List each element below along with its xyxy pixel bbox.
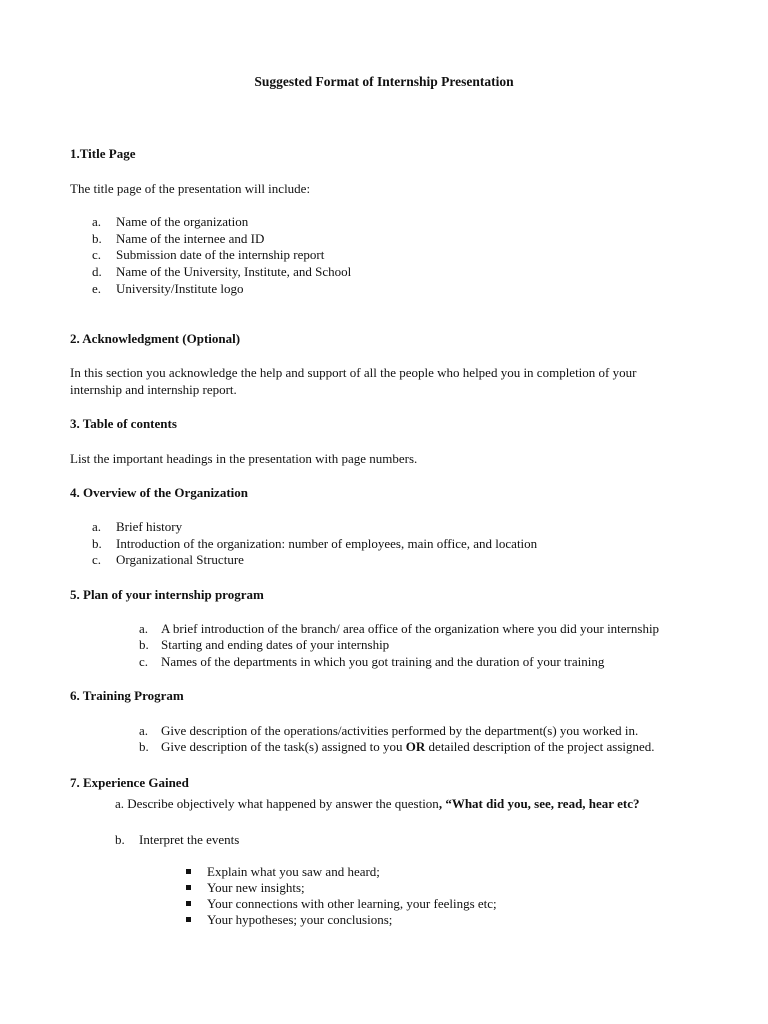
list-marker: b. bbox=[139, 637, 149, 652]
list-item: Brief history bbox=[116, 519, 183, 534]
paragraph-line: internship and internship report. bbox=[70, 382, 237, 397]
list-marker: b. bbox=[92, 231, 102, 246]
list-marker: c. bbox=[92, 247, 102, 262]
bullet-icon bbox=[186, 869, 191, 874]
list-marker: e. bbox=[92, 281, 102, 296]
list-marker: c. bbox=[92, 552, 102, 567]
list-item: Submission date of the internship report bbox=[116, 247, 325, 262]
list-marker: a. bbox=[139, 723, 149, 738]
list-item: A brief introduction of the branch/ area office of the organization where you did your internship bbox=[161, 621, 660, 636]
bullet-icon bbox=[186, 885, 191, 890]
paragraph-line: In this section you acknowledge the help and support of all the people who helped you in completion of your bbox=[70, 365, 637, 380]
bullet-icon bbox=[186, 901, 191, 906]
section-heading-training: 6. Training Program bbox=[70, 688, 184, 703]
bullet-item: Your new insights; bbox=[207, 880, 305, 895]
list-item-text: detailed description of the project assigned. bbox=[425, 739, 655, 754]
list-item: Organizational Structure bbox=[116, 552, 244, 567]
bullet-item: Your connections with other learning, your feelings etc; bbox=[207, 896, 497, 911]
bullet-icon bbox=[186, 917, 191, 922]
list-marker: a. bbox=[139, 621, 149, 636]
list-marker: d. bbox=[92, 264, 102, 279]
list-item bbox=[115, 796, 639, 812]
section-heading-overview: 4. Overview of the Organization bbox=[70, 485, 248, 500]
list-item: Name of the internee and ID bbox=[116, 231, 265, 246]
list-item: Introduction of the organization: number of employees, main office, and location bbox=[116, 536, 538, 551]
paragraph-line: List the important headings in the presentation with page numbers. bbox=[70, 451, 418, 466]
list-item: Name of the organization bbox=[116, 214, 249, 229]
page-title: Suggested Format of Internship Presentation bbox=[254, 74, 514, 89]
section-heading-table-of-contents: 3. Table of contents bbox=[70, 416, 177, 431]
list-marker: b. bbox=[139, 739, 149, 754]
list-item bbox=[161, 739, 655, 755]
bullet-item: Explain what you saw and heard; bbox=[207, 864, 380, 879]
section-heading-acknowledgment: 2. Acknowledgment (Optional) bbox=[70, 331, 241, 346]
list-marker: b. bbox=[92, 536, 102, 551]
question-emphasis: , “What did you, see, read, hear etc? bbox=[438, 796, 640, 811]
section-heading-plan: 5. Plan of your internship program bbox=[70, 587, 264, 602]
section-heading-experience: 7. Experience Gained bbox=[70, 775, 189, 790]
section-intro-title-page: The title page of the presentation will include: bbox=[70, 181, 311, 196]
list-item-text: a. Describe objectively what happened by answer the question bbox=[115, 796, 439, 811]
list-item: Names of the departments in which you got training and the duration of your training bbox=[161, 654, 605, 669]
list-marker: a. bbox=[92, 214, 102, 229]
section-heading-title-page: 1.Title Page bbox=[70, 146, 136, 161]
bullet-item: Your hypotheses; your conclusions; bbox=[207, 912, 393, 927]
emphasis-or: OR bbox=[405, 739, 426, 754]
list-item: Name of the University, Institute, and School bbox=[116, 264, 352, 279]
list-item: Starting and ending dates of your internship bbox=[161, 637, 390, 652]
list-item: Interpret the events bbox=[139, 832, 240, 847]
list-item-text: Give description of the task(s) assigned to you bbox=[161, 739, 406, 754]
list-marker: c. bbox=[139, 654, 149, 669]
list-marker: a. bbox=[92, 519, 102, 534]
list-marker: b. bbox=[115, 832, 125, 847]
list-item: University/Institute logo bbox=[116, 281, 244, 296]
list-item: Give description of the operations/activities performed by the department(s) you worked in. bbox=[161, 723, 639, 738]
